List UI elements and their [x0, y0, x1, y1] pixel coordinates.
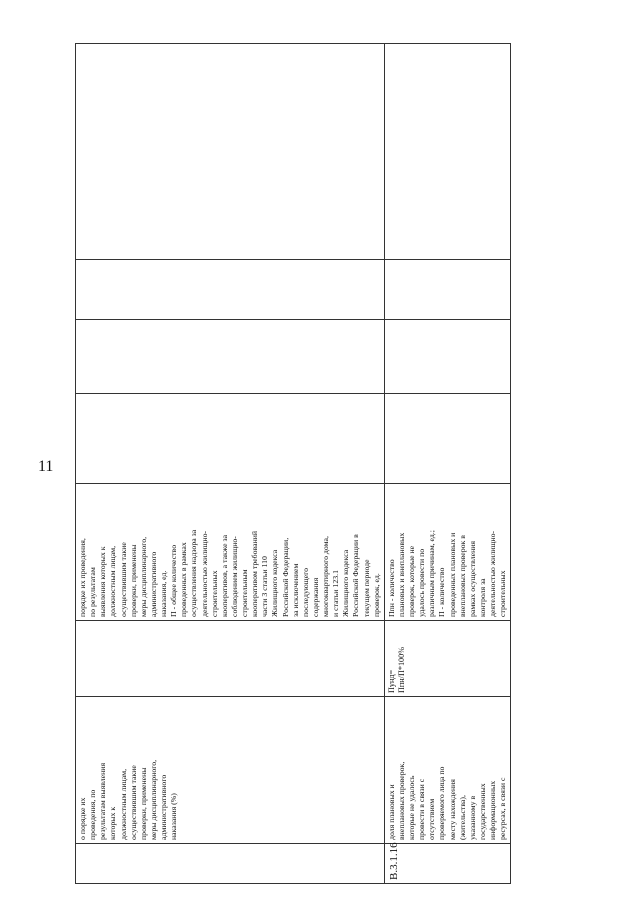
- definition-cell: порядке их проведения, по результатам выявления которых к должностным лицам, осуществившим такие проверки, применены меры дисциплинарного, административного наказания, ед. П - общее количество проведенных в рамках осуществления надзора за деятельностью жилищно- строительных кооперативов, а также за соблюдением жилищно- строительным кооперативом требований части 3 статьи 110 Жилищного кодекса Российской Федерации, за исключением последующего содержания многоквартирного дома, и статьи 123.1 Жилищного кодекса Российской Федерации в текущем периоде проверок, ед.: [76, 484, 385, 621]
- formula-cell: Пунд= Ппн/П*100%: [384, 621, 511, 697]
- indicators-table: [75, 43, 511, 884]
- table-row: [384, 44, 511, 884]
- empty-cell: [76, 44, 385, 260]
- empty-cell: [384, 260, 511, 320]
- code-cell: [76, 844, 385, 884]
- empty-cell: [384, 44, 511, 260]
- definition-cell: Ппн - количество плановых и внеплановых проверок, которые не удалось провести по различным причинам, ед.; П - количество проведенных плановых и внеплановых проверок в рамках осуществления контроля за деятельностью жилищно- строительных: [384, 484, 511, 621]
- page-number: 11: [38, 458, 54, 475]
- formula-cell: [76, 621, 385, 697]
- name-cell: о порядке их проведения, по результатам выявления которых к должностным лицам, осуществившим такие проверки, применены меры дисциплинарного, административного наказания (%): [76, 697, 385, 844]
- rotated-table-container: [75, 44, 508, 884]
- empty-cell: [76, 260, 385, 320]
- name-cell: доля плановых и внеплановых проверок, которые не удалось провести в связи с отсутствием проверяемого лица по месту нахождения (жительства), указанному в государственных информационных ресурсах, в связи с: [384, 697, 511, 844]
- empty-cell: [384, 320, 511, 394]
- code-cell: В.3.1.16: [384, 844, 511, 884]
- table-row: [76, 44, 385, 884]
- empty-cell: [76, 394, 385, 484]
- empty-cell: [76, 320, 385, 394]
- empty-cell: [384, 394, 511, 484]
